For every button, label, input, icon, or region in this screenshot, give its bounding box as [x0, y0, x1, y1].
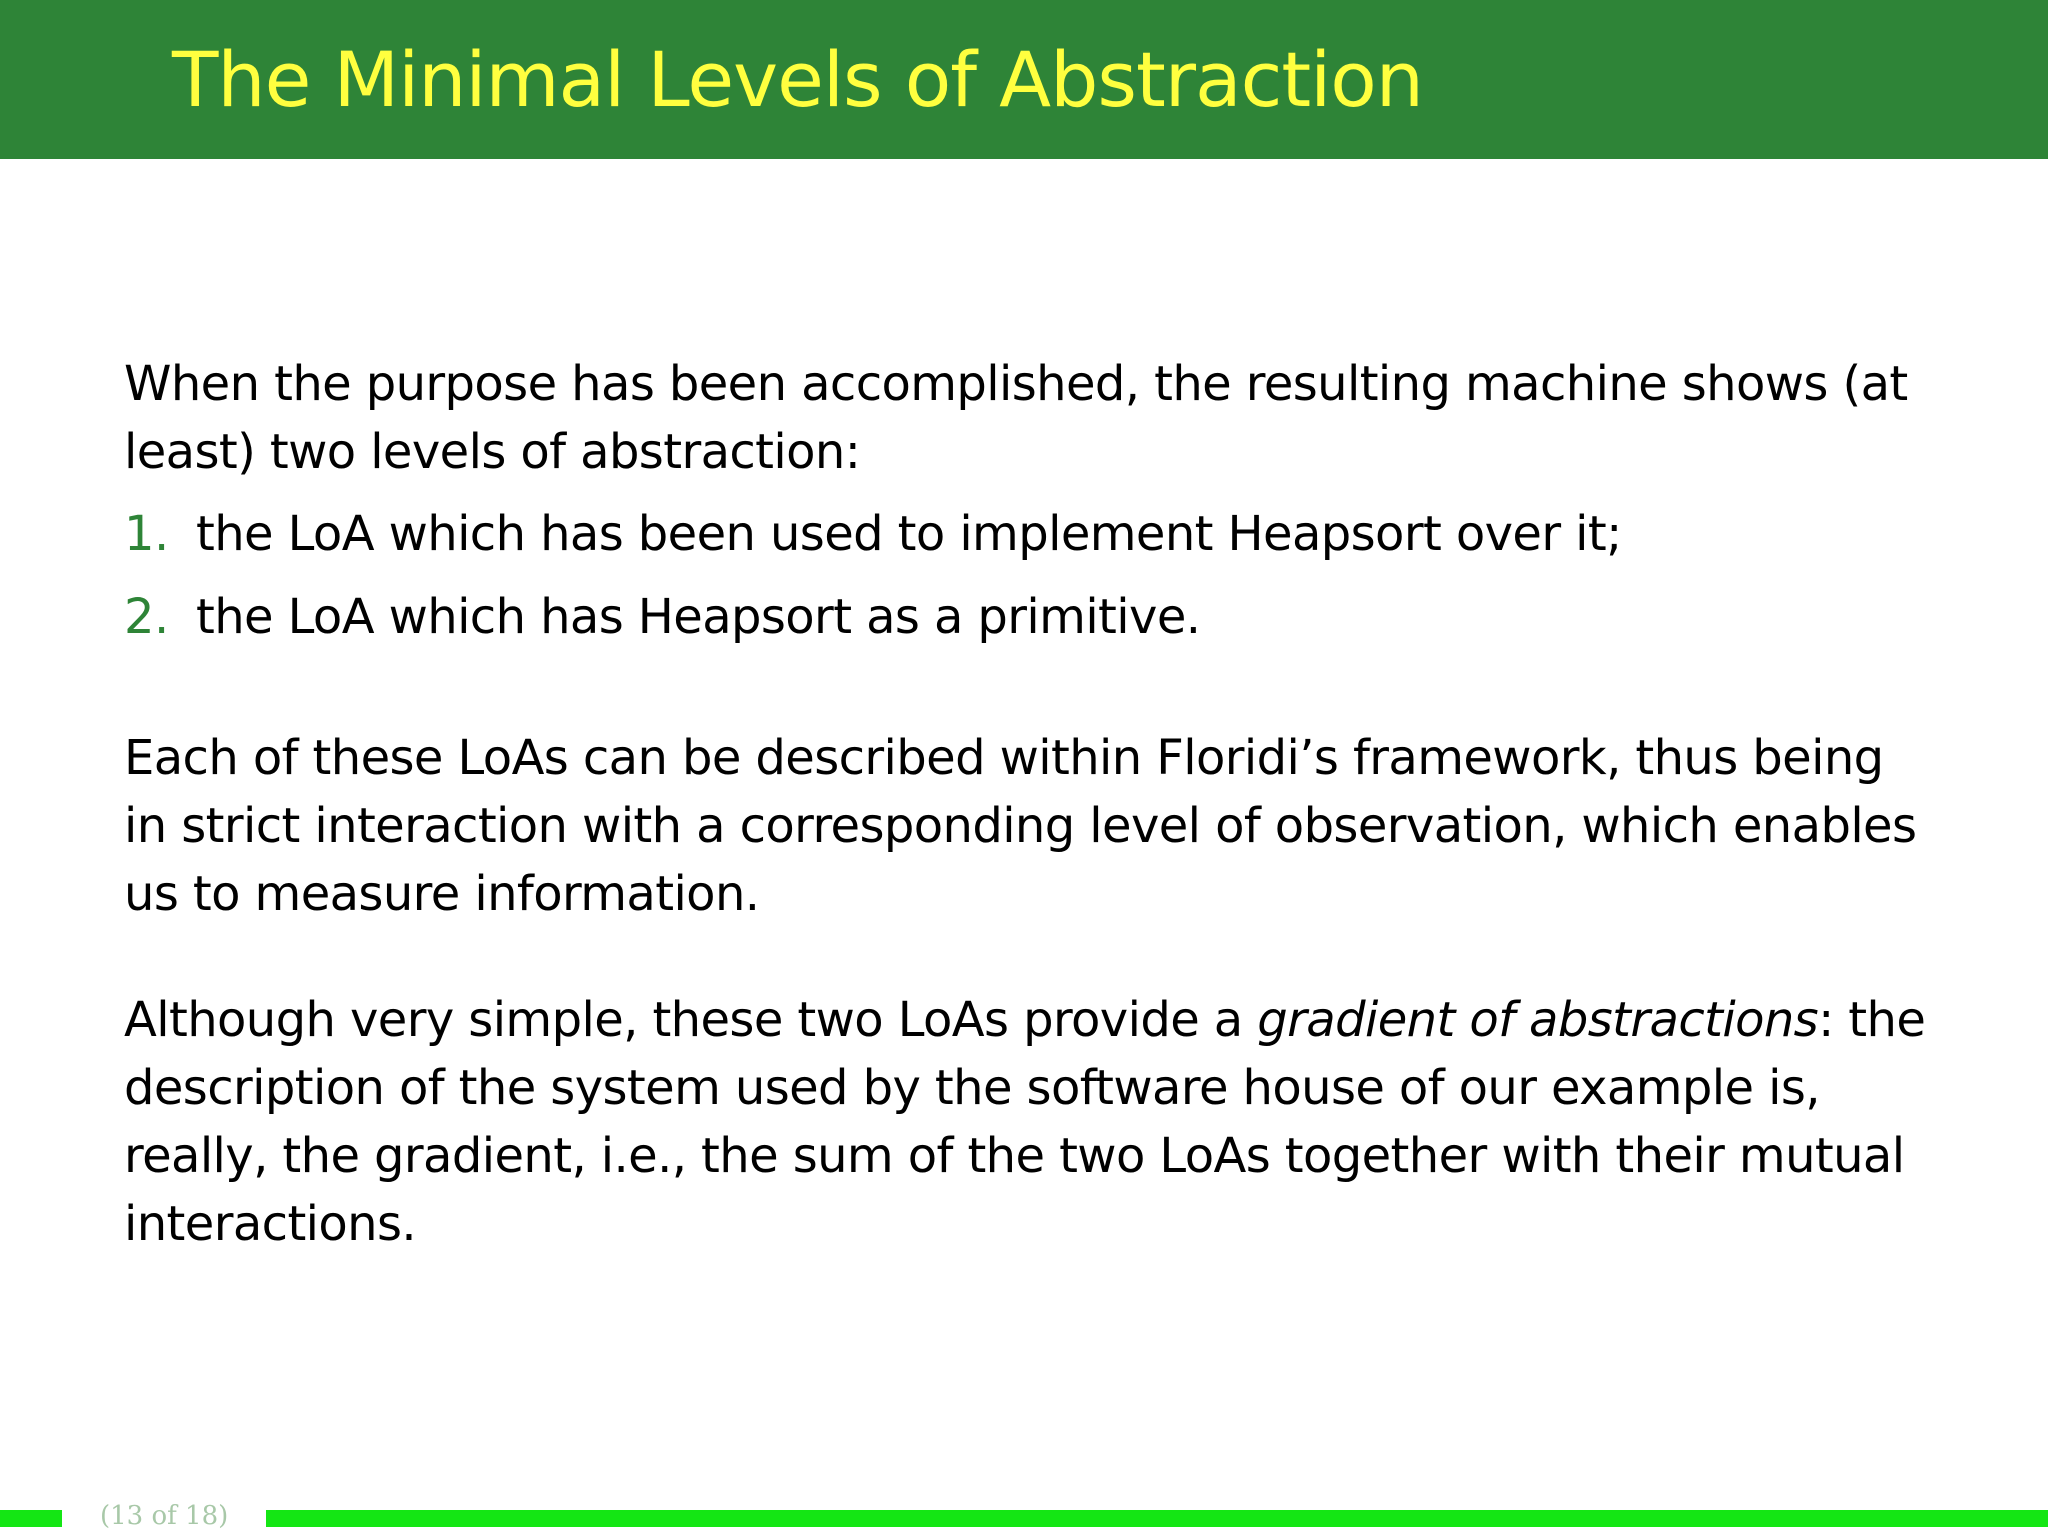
list-item-text: the LoA which has been used to implement Heapsort over it; — [196, 506, 1622, 562]
list-item — [124, 583, 1954, 651]
slide-body — [124, 350, 1954, 1258]
paragraph-intro — [124, 350, 1954, 486]
list-item-text: the LoA which has Heapsort as a primitive. — [196, 589, 1201, 645]
list-item — [124, 500, 1954, 568]
paragraph-floridi-line-1: Each of these LoAs can be described within Floridi’s framework, thus being — [124, 730, 1884, 786]
paragraph-intro-line-2: least) two levels of abstraction: — [124, 424, 861, 480]
paragraph-intro-line-1: When the purpose has been accomplished, the resulting machine shows (at — [124, 356, 1908, 412]
footer-bar-left — [0, 1510, 62, 1527]
page-indicator[interactable]: (13 of 18) — [100, 1501, 229, 1531]
enumerated-list — [124, 500, 1954, 651]
paragraph-floridi-line-3: us to measure information. — [124, 866, 760, 922]
list-item-number: 1. — [124, 506, 169, 562]
paragraph-gradient-line-1-end: : the — [1818, 992, 1926, 1048]
gradient-of-abstractions-term: gradient of abstractions — [1257, 992, 1819, 1048]
footer-bar-right — [266, 1510, 2048, 1527]
slide-title: The Minimal Levels of Abstraction — [172, 35, 1423, 124]
title-bar — [0, 0, 2048, 159]
paragraph-gradient — [124, 986, 1954, 1258]
paragraph-gradient-line-4: interactions. — [124, 1196, 417, 1252]
paragraph-gradient-line-1-start: Although very simple, these two LoAs provide a — [124, 992, 1258, 1048]
paragraph-floridi-line-2: in strict interaction with a corresponding level of observation, which enables — [124, 798, 1917, 854]
list-item-number: 2. — [124, 589, 169, 645]
paragraph-gradient-line-2: description of the system used by the software house of our example is, — [124, 1060, 1820, 1116]
paragraph-gradient-line-3: really, the gradient, i.e., the sum of the two LoAs together with their mutual — [124, 1128, 1905, 1184]
paragraph-floridi — [124, 724, 1954, 928]
